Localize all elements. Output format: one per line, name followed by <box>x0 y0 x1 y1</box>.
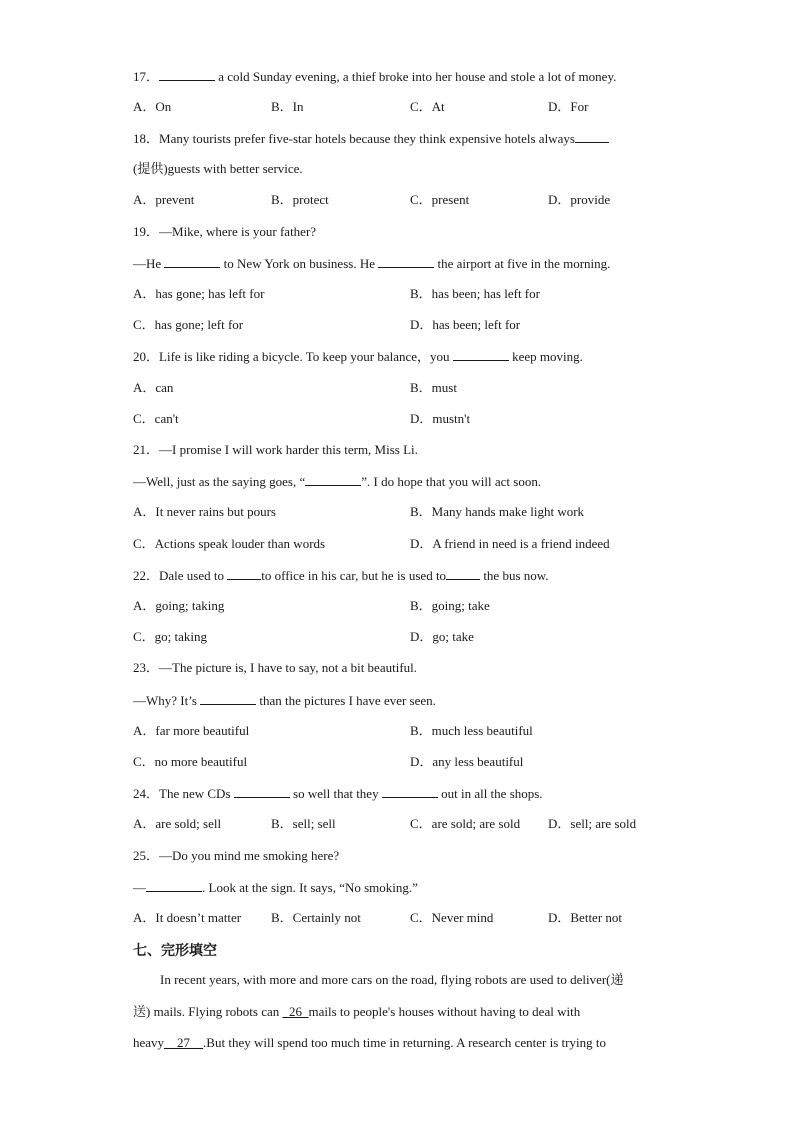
answer-blank[interactable] <box>227 567 261 580</box>
answer-blank[interactable] <box>453 348 509 361</box>
answer-blank[interactable] <box>159 68 215 81</box>
answer-blank[interactable] <box>234 785 290 798</box>
q23-option-c[interactable]: C．no more beautiful <box>133 754 248 769</box>
q20-option-b[interactable]: B．must <box>410 380 457 395</box>
q22-option-d[interactable]: D．go; take <box>410 629 474 644</box>
q17-option-d[interactable]: D．For <box>548 99 589 114</box>
cloze-paragraph-line: 送) mails. Flying robots can _26_mails to people's houses without having to deal with <box>133 1004 581 1019</box>
q19-option-c[interactable]: C．has gone; left for <box>133 317 244 332</box>
q24-option-c[interactable]: C．are sold; are sold <box>410 816 521 831</box>
q17-option-a[interactable]: A．On <box>133 99 172 114</box>
cloze-paragraph-line: In recent years, with more and more cars on the road, flying robots are used to deliver(递 <box>160 972 624 987</box>
q21-option-a[interactable]: A．It never rains but pours <box>133 504 276 519</box>
q25-stem: 25．—Do you mind me smoking here? <box>133 848 340 863</box>
q23-stem-cont: —Why? It’s than the pictures I have ever seen. <box>133 693 436 708</box>
q19-option-d[interactable]: D．has been; left for <box>410 317 521 332</box>
q22-option-c[interactable]: C．go; taking <box>133 629 208 644</box>
answer-blank[interactable] <box>446 567 480 580</box>
q20-stem: 20．Life is like riding a bicycle. To keep your balance，you keep moving. <box>133 349 583 364</box>
cloze-blank-26[interactable]: _26_ <box>282 1004 309 1019</box>
q23-option-a[interactable]: A．far more beautiful <box>133 723 250 738</box>
q17-option-b[interactable]: B．In <box>271 99 304 114</box>
q22-option-a[interactable]: A．going; taking <box>133 598 225 613</box>
q19-option-b[interactable]: B．has been; has left for <box>410 286 540 301</box>
answer-blank[interactable] <box>305 473 361 486</box>
q17-option-c[interactable]: C．At <box>410 99 445 114</box>
q21-option-d[interactable]: D．A friend in need is a friend indeed <box>410 536 610 551</box>
q23-stem: 23．—The picture is, I have to say, not a bit beautiful. <box>133 660 418 675</box>
answer-blank[interactable] <box>146 879 202 892</box>
answer-blank[interactable] <box>200 692 256 705</box>
q18-option-d[interactable]: D．provide <box>548 192 611 207</box>
q25-option-a[interactable]: A．It doesn’t matter <box>133 910 242 925</box>
q25-stem-cont: — . Look at the sign. It says, “No smoking.” <box>133 880 418 895</box>
q24-option-a[interactable]: A．are sold; sell <box>133 816 222 831</box>
q19-stem-cont: —He to New York on business. He the airport at five in the morning. <box>133 256 611 271</box>
answer-blank[interactable] <box>575 130 609 143</box>
q22-option-b[interactable]: B．going; take <box>410 598 490 613</box>
q19-option-a[interactable]: A．has gone; has left for <box>133 286 265 301</box>
q21-option-b[interactable]: B．Many hands make light work <box>410 504 585 519</box>
q18-option-c[interactable]: C．present <box>410 192 470 207</box>
q24-stem: 24．The new CDs so well that they out in all the shops. <box>133 786 543 801</box>
q20-option-a[interactable]: A．can <box>133 380 174 395</box>
q21-stem: 21．—I promise I will work harder this term, Miss Li. <box>133 442 418 457</box>
q18-option-b[interactable]: B．protect <box>271 192 329 207</box>
q19-stem: 19．—Mike, where is your father? <box>133 224 317 239</box>
q20-option-d[interactable]: D．mustn't <box>410 411 471 426</box>
q18-option-a[interactable]: A．prevent <box>133 192 195 207</box>
q17-stem: 17． a cold Sunday evening, a thief broke into her house and stole a lot of money. <box>133 69 617 84</box>
q24-option-d[interactable]: D．sell; are sold <box>548 816 637 831</box>
q24-option-b[interactable]: B．sell; sell <box>271 816 336 831</box>
cloze-paragraph-line: heavy__27__.But they will spend too much time in returning. A research center is trying to <box>133 1035 606 1050</box>
cloze-blank-27[interactable]: __27__ <box>164 1035 204 1050</box>
q21-option-c[interactable]: C．Actions speak louder than words <box>133 536 326 551</box>
q20-option-c[interactable]: C．can't <box>133 411 179 426</box>
q21-stem-cont: —Well, just as the saying goes, “ ”. I do hope that you will act soon. <box>133 474 542 489</box>
q18-stem: 18．Many tourists prefer five-star hotels because they think expensive hotels always <box>133 130 609 147</box>
q23-option-b[interactable]: B．much less beautiful <box>410 723 533 738</box>
answer-blank[interactable] <box>164 255 220 268</box>
q22-stem: 22．Dale used to to office in his car, but he is used to the bus now. <box>133 568 549 583</box>
answer-blank[interactable] <box>378 255 434 268</box>
q25-option-c[interactable]: C．Never mind <box>410 910 494 925</box>
section-heading: 七、完形填空 <box>133 943 217 959</box>
answer-blank[interactable] <box>382 785 438 798</box>
q25-option-d[interactable]: D．Better not <box>548 910 623 925</box>
q23-option-d[interactable]: D．any less beautiful <box>410 754 524 769</box>
q25-option-b[interactable]: B．Certainly not <box>271 910 361 925</box>
q18-stem-cont: (提供)guests with better service. <box>133 161 303 176</box>
